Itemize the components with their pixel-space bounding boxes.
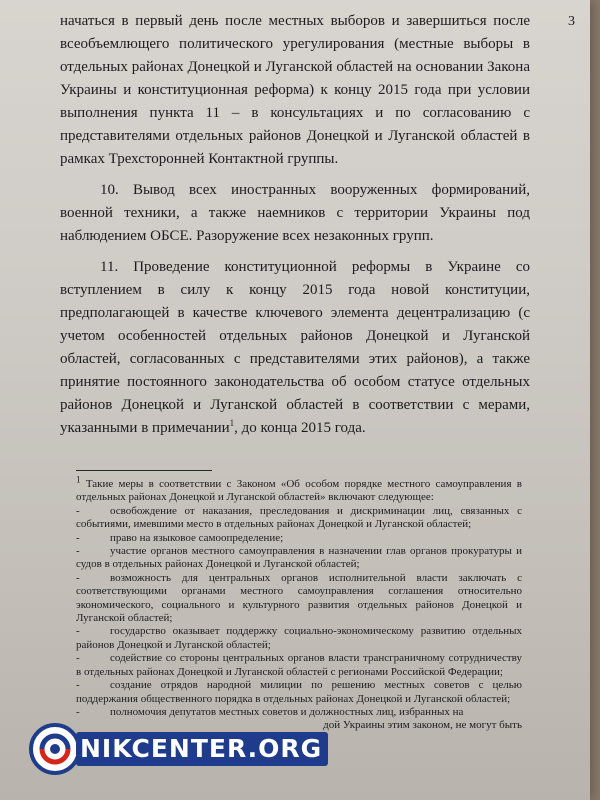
footnote-dash: -	[76, 545, 80, 558]
footnote-cut-line: дой Украины этим законом, не могут быть	[323, 719, 522, 732]
footnote-intro-text: Такие меры в соответствии с Законом «Об особом порядке местного самоуправления в отдельных районах Донецкой и Луганской областей» включают следующее:	[76, 478, 523, 504]
paragraph-continuation: начаться в первый день после местных выборов и завершиться после всеобъемлющего политического урегулирования (местные выборы в отдельных районах Донецкой и Луганской областей на основании Закона Украины и конституционная реформа) к концу 2015 года при условии выполнения пункта 11 – в консультациях и по согласованию с представителями отдельных районов Донецкой и Луганской областей в рамках Трехсторонней Контактной группы.	[60, 13, 530, 167]
footnote-item-text: государство оказывает поддержку социально-экономическому развитию отдельных районов Донецкой и Луганской областей;	[76, 625, 522, 651]
paragraph-11	[60, 256, 530, 440]
footnote-reference: 1	[229, 418, 235, 428]
watermark	[28, 722, 328, 776]
footnote-intro	[76, 474, 523, 505]
footnote-dash: -	[76, 504, 80, 517]
footnote-item-text: возможность для центральных органов исполнительной власти заключать с соответствующими органами местного самоуправления соглашения относительно экономического, социального и культурного развития отдельных районов Донецкой и Луганской областей;	[76, 571, 522, 625]
footnote-item	[76, 532, 522, 545]
nikcenter-logo-icon	[28, 722, 82, 776]
paragraph-11-text: 11. Проведение конституционной реформы в Украине со вступлением в силу к концу 2015 года новой конституции, предполагающей в качестве ключевого элемента децентрализацию (с учетом особенностей отдельных районов Донецкой и Луганской областей, согласованных с представителями этих районов), а также принятие постоянного законодательства об особом статусе отдельных районов Донецкой и Луганской областей в соответствии с мерами, указанными в примечании	[60, 259, 530, 436]
footnote-item-text: участие органов местного самоуправления в назначении глав органов прокуратуры и судов в отдельных районах Донецкой и Луганской областей;	[76, 545, 522, 571]
footnote-divider	[76, 470, 212, 471]
paragraph-10: 10. Вывод всех иностранных вооруженных формирований, военной техники, а также наемников с территории Украины под наблюдением ОБСЕ. Разоружение всех незаконных групп.	[60, 182, 530, 244]
footnote-dash: -	[76, 705, 80, 718]
page-number: 3	[568, 14, 575, 29]
footnote-marker: 1	[76, 474, 81, 485]
footnote-item	[76, 625, 522, 652]
footnote-item	[76, 652, 522, 679]
footnote-dash: -	[76, 679, 80, 692]
footnote-dash: -	[76, 652, 80, 665]
footnote-item	[76, 572, 522, 626]
footnote-item	[76, 505, 522, 532]
footnote-item-text: право на языковое самоопределение;	[110, 531, 284, 544]
footnote-item-text: создание отрядов народной милиции по решению местных советов с целью поддержания общественного порядка в отдельных районах Донецкой и Луганской областей;	[76, 679, 522, 705]
paragraph-11-end: , до конца 2015 года.	[234, 420, 366, 436]
footnote-item-text: полномочия депутатов местных советов и должностных лиц, избранных на	[110, 705, 464, 718]
footnote-item-text: освобождение от наказания, преследования и дискриминации лиц, связанных с событиями, имевшими место в отдельных районах Донецкой и Луганской областей;	[76, 504, 522, 531]
watermark-text: NIKCENTER.ORG	[80, 734, 323, 763]
footnote-block	[76, 474, 523, 733]
document-body	[60, 10, 530, 440]
footnote-item	[76, 679, 522, 706]
footnote-dash: -	[76, 625, 80, 638]
footnote-item-text: содействие со стороны центральных органов власти трансграничному сотрудничеству в отдельных районах Донецкой и Луганской областей с регионами Российской Федерации;	[76, 652, 522, 678]
footnote-item	[76, 545, 522, 572]
footnote-item	[76, 706, 522, 719]
footnote-dash: -	[76, 571, 80, 584]
footnote-dash: -	[76, 531, 80, 544]
